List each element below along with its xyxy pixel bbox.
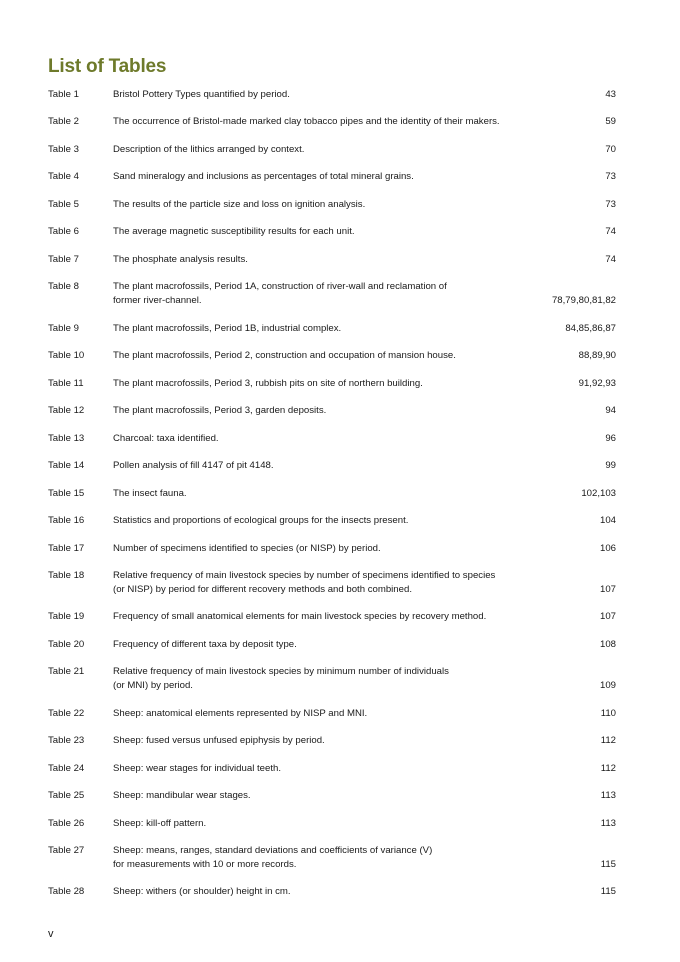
table-number: Table 23 <box>48 735 85 747</box>
table-entry <box>48 253 616 267</box>
table-caption-line: Sheep: withers (or shoulder) height in cm. <box>113 886 291 898</box>
table-number: Table 1 <box>48 89 79 100</box>
table-caption <box>113 115 520 129</box>
table-caption-line: (or NISP) by period for different recovery methods and both combined. <box>113 583 412 595</box>
table-entry <box>48 789 616 803</box>
table-number: Table 14 <box>48 460 85 472</box>
table-entry <box>48 542 616 556</box>
table-caption-line: The plant macrofossils, Period 1B, industrial complex. <box>113 322 342 334</box>
table-caption-line: Sheep: wear stages for individual teeth. <box>113 762 281 774</box>
table-caption-line: Sheep: kill-off pattern. <box>113 817 207 829</box>
page-reference: 112 <box>600 735 616 747</box>
page-folio: v <box>48 928 54 940</box>
table-entry <box>48 762 616 776</box>
table-number: Table 25 <box>48 790 85 802</box>
table-caption-line: The phosphate analysis results. <box>113 253 248 265</box>
table-number: Table 6 <box>48 226 79 238</box>
table-entry <box>48 322 616 336</box>
page-reference: 94 <box>605 405 616 417</box>
table-caption <box>113 707 520 721</box>
table-caption-line: The plant macrofossils, Period 3, rubbish pits on site of northern building. <box>113 377 423 389</box>
table-caption <box>113 377 520 391</box>
table-caption-line: Description of the lithics arranged by context. <box>113 143 305 155</box>
table-caption <box>113 610 520 624</box>
table-caption <box>113 569 520 597</box>
table-number: Table 28 <box>48 886 85 898</box>
table-number: Table 20 <box>48 638 85 650</box>
table-caption <box>113 459 520 473</box>
table-caption-line: Frequency of different taxa by deposit type. <box>113 638 297 650</box>
table-caption <box>113 844 520 872</box>
page-reference: 96 <box>605 432 616 444</box>
page-reference: 107 <box>599 583 616 595</box>
page-reference: 99 <box>605 460 616 472</box>
table-number: Table 26 <box>48 817 85 829</box>
table-entry <box>48 707 616 721</box>
table-entry <box>48 514 616 528</box>
table-number: Table 18 <box>48 570 85 582</box>
page-reference: 107 <box>599 611 616 623</box>
table-caption-line: The average magnetic susceptibility results for each unit. <box>113 226 355 238</box>
table-number: Table 7 <box>48 253 79 265</box>
table-entry <box>48 377 616 391</box>
table-caption-line: Statistics and proportions of ecological groups for the insects present. <box>113 515 409 527</box>
table-entry <box>48 665 616 693</box>
table-caption <box>113 432 520 446</box>
table-caption-line: Sheep: fused versus unfused epiphysis by period. <box>113 735 325 747</box>
table-caption <box>113 253 520 267</box>
page-reference: 104 <box>599 515 616 527</box>
table-number: Table 3 <box>48 143 79 155</box>
table-caption <box>113 225 520 239</box>
table-number: Table 4 <box>48 171 79 183</box>
table-caption-line: The plant macrofossils, Period 2, construction and occupation of mansion house. <box>113 350 456 362</box>
table-number: Table 5 <box>48 198 79 210</box>
page-reference: 113 <box>600 790 616 802</box>
table-number: Table 15 <box>48 487 85 499</box>
table-caption <box>113 514 520 528</box>
list-of-tables <box>48 88 616 913</box>
page-reference: 73 <box>605 171 616 183</box>
page-reference: 113 <box>600 817 616 829</box>
page-reference: 74 <box>605 253 616 265</box>
table-number: Table 27 <box>48 844 85 856</box>
table-entry <box>48 569 616 597</box>
table-caption-line: Sheep: means, ranges, standard deviations and coefficients of variance (V) <box>113 844 433 856</box>
table-entry <box>48 143 616 157</box>
table-entry <box>48 198 616 212</box>
table-entry <box>48 432 616 446</box>
page-reference: 78,79,80,81,82 <box>551 295 616 307</box>
table-number: Table 13 <box>48 432 85 444</box>
page-title: List of Tables <box>48 56 167 77</box>
table-caption-line: for measurements with 10 or more records. <box>113 858 297 870</box>
page-reference: 59 <box>605 116 616 128</box>
table-caption <box>113 280 520 308</box>
page-reference: 106 <box>599 542 616 554</box>
table-number: Table 24 <box>48 762 85 774</box>
table-caption <box>113 762 520 776</box>
table-caption <box>113 143 520 157</box>
page-reference: 70 <box>605 143 616 155</box>
table-entry <box>48 459 616 473</box>
table-caption <box>113 885 520 899</box>
table-entry <box>48 170 616 184</box>
table-caption-line: The insect fauna. <box>113 487 187 499</box>
table-caption <box>113 198 520 212</box>
table-entry <box>48 280 616 308</box>
table-caption <box>113 88 520 102</box>
page-reference: 115 <box>600 858 616 870</box>
page-reference: 88,89,90 <box>578 350 616 362</box>
table-entry <box>48 404 616 418</box>
table-caption-line: Bristol Pottery Types quantified by period. <box>113 89 290 100</box>
table-caption-line: Sand mineralogy and inclusions as percentages of total mineral grains. <box>113 171 414 183</box>
page-reference: 108 <box>599 638 616 650</box>
table-entry <box>48 610 616 624</box>
table-caption-line: The plant macrofossils, Period 3, garden deposits. <box>113 405 327 417</box>
table-caption-line: Number of specimens identified to species (or NISP) by period. <box>113 542 381 554</box>
table-caption-line: The plant macrofossils, Period 1A, construction of river-wall and reclamation of <box>113 281 447 293</box>
table-caption <box>113 817 520 831</box>
table-caption <box>113 789 520 803</box>
page-reference: 84,85,86,87 <box>565 322 616 334</box>
table-caption <box>113 542 520 556</box>
table-caption-line: The results of the particle size and loss on ignition analysis. <box>113 198 366 210</box>
table-caption-line: (or MNI) by period. <box>113 680 193 692</box>
table-entry <box>48 885 616 899</box>
table-entry <box>48 638 616 652</box>
table-caption <box>113 638 520 652</box>
page-reference: 110 <box>600 707 616 719</box>
table-entry <box>48 817 616 831</box>
page-reference: 91,92,93 <box>578 377 616 389</box>
table-caption <box>113 665 520 693</box>
table-number: Table 19 <box>48 611 85 623</box>
table-number: Table 9 <box>48 322 79 334</box>
page-reference: 74 <box>605 226 616 238</box>
page-reference: 102,103 <box>581 487 616 499</box>
table-caption <box>113 349 520 363</box>
table-number: Table 11 <box>48 377 84 389</box>
table-caption-line: Relative frequency of main livestock species by number of specimens identified to species <box>113 570 496 582</box>
table-entry <box>48 88 616 102</box>
table-number: Table 17 <box>48 542 85 554</box>
table-caption <box>113 322 520 336</box>
page-reference: 73 <box>605 198 616 210</box>
table-caption-line: The occurrence of Bristol-made marked clay tobacco pipes and the identity of their makers. <box>113 116 500 128</box>
table-caption-line: Frequency of small anatomical elements for main livestock species by recovery method. <box>113 611 487 623</box>
table-number: Table 8 <box>48 281 79 293</box>
table-caption-line: former river-channel. <box>113 295 202 307</box>
table-entry <box>48 487 616 501</box>
table-caption-line: Relative frequency of main livestock species by minimum number of individuals <box>113 666 449 678</box>
table-entry <box>48 115 616 129</box>
table-number: Table 16 <box>48 515 85 527</box>
table-caption-line: Pollen analysis of fill 4147 of pit 4148. <box>113 460 274 472</box>
table-caption <box>113 487 520 501</box>
page-reference: 43 <box>605 89 616 100</box>
table-caption <box>113 734 520 748</box>
table-caption-line: Sheep: mandibular wear stages. <box>113 790 251 802</box>
page-reference: 109 <box>599 680 616 692</box>
page-reference: 115 <box>600 886 616 898</box>
table-number: Table 10 <box>48 350 85 362</box>
table-caption <box>113 404 520 418</box>
table-number: Table 21 <box>48 666 85 678</box>
table-number: Table 12 <box>48 405 85 417</box>
table-number: Table 2 <box>48 116 79 128</box>
table-number: Table 22 <box>48 707 85 719</box>
table-caption-line: Sheep: anatomical elements represented by NISP and MNI. <box>113 707 368 719</box>
table-entry <box>48 349 616 363</box>
page-reference: 112 <box>600 762 616 774</box>
table-entry <box>48 734 616 748</box>
table-entry <box>48 225 616 239</box>
table-caption-line: Charcoal: taxa identified. <box>113 432 219 444</box>
table-caption <box>113 170 520 184</box>
table-entry <box>48 844 616 872</box>
